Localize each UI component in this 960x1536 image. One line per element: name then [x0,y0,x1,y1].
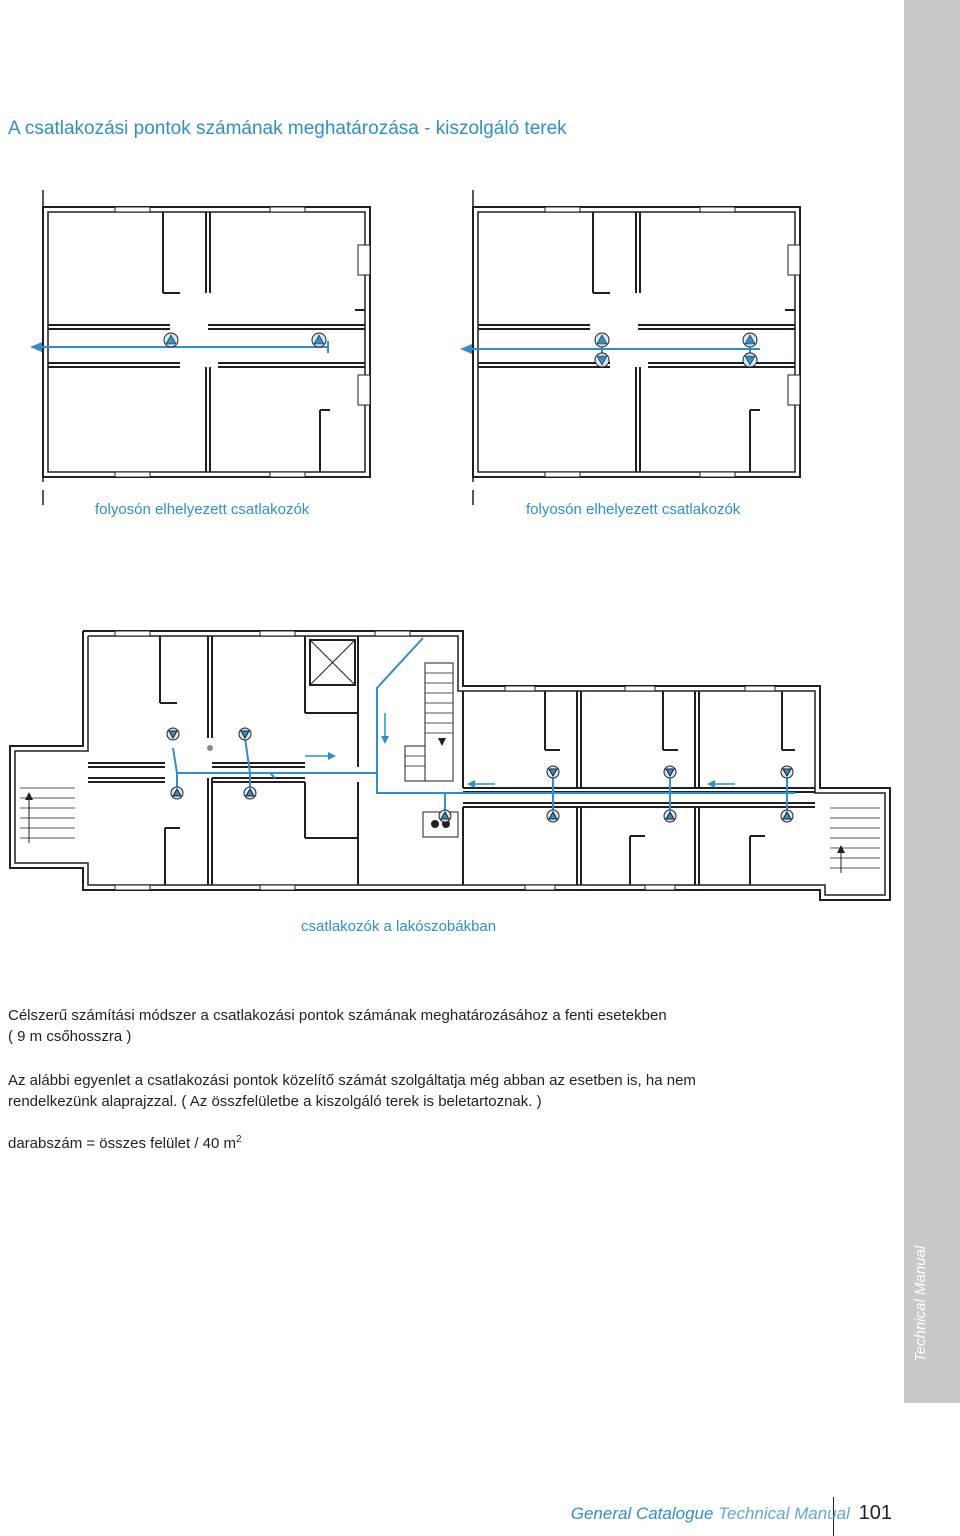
page-title: A csatlakozási pontok számának meghatározása - kiszolgáló terek [8,118,567,139]
arrow-up-icon [837,845,845,853]
outlet-down-icon [743,353,757,367]
floor-plan-right [460,185,805,510]
page-number: 101 [858,1502,892,1524]
outlet-up-icon [781,810,793,822]
arrow-up-icon [25,792,33,800]
paragraph-method [8,1005,888,1047]
outlet-up-icon [439,810,451,822]
arrow-left-icon [467,780,475,788]
floor-plan-left [30,185,375,510]
outlet-up-icon [164,333,178,347]
outlet-up-icon [595,333,609,347]
footer-manual: Technical Manual [718,1504,850,1523]
outlet-up-icon [171,787,183,799]
outlet-up-icon [312,333,326,347]
caption-plan-bottom: csatlakozók a lakószobákban [301,918,497,935]
outlet-down-icon [664,766,676,778]
sidebar-label: Technical Manual [912,1245,929,1362]
arrow-down-icon [381,736,389,744]
footer-catalogue: General Catalogue [570,1504,714,1523]
formula-text: darabszám = összes felület / 40 m [8,1135,237,1152]
arrow-left-icon [707,780,715,788]
outlet-down-icon [167,728,179,740]
outlet-down-icon [239,728,251,740]
outlet-up-icon [664,810,676,822]
paragraph-method-line1: Célszerű számítási módszer a csatlakozási pontok számának meghatározásához a fenti esetekben [8,1007,667,1024]
footer [571,1502,892,1525]
outlet-up-icon [244,787,256,799]
sidebar-band [904,0,960,1403]
caption-plan-left: folyosón elhelyezett csatlakozók [95,501,310,518]
formula [8,1129,888,1154]
formula-superscript: 2 [236,1134,242,1145]
outlet-down-icon [595,353,609,367]
paragraph-equation-line2: rendelkezünk alaprajzzal. ( Az összfelületbe a kiszolgáló terek is beletartoznak. ) [8,1093,542,1110]
outlet-up-icon [743,333,757,347]
outlet-down-icon [547,766,559,778]
paragraph-equation-line1: Az alábbi egyenlet a csatlakozási pontok közelítő számát szolgáltatja még abban az esetben is, ha nem [8,1072,696,1089]
paragraph-method-line2: ( 9 m csőhosszra ) [8,1028,132,1045]
outlet-up-icon [547,810,559,822]
floor-plan-bottom [5,628,897,908]
paragraph-equation [8,1070,888,1112]
outlet-down-icon [781,766,793,778]
caption-plan-right: folyosón elhelyezett csatlakozók [526,501,741,518]
